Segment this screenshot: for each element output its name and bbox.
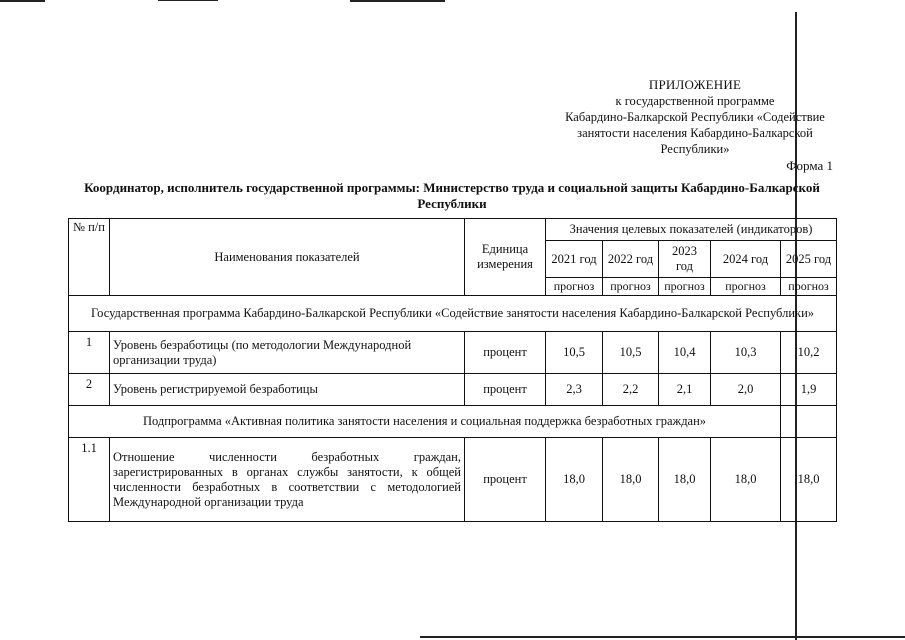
row-value: 18,0 bbox=[711, 438, 781, 522]
appendix-line: занятости населения Кабардино-Балкарской bbox=[577, 126, 813, 140]
header-forecast: прогноз bbox=[659, 278, 711, 296]
row-value: 10,5 bbox=[546, 332, 603, 374]
appendix-line: Кабардино-Балкарской Республики «Содействие bbox=[565, 110, 825, 124]
scan-edge-line-top-center bbox=[350, 0, 445, 2]
row-indicator-name: Уровень регистрируемой безработицы bbox=[110, 374, 465, 406]
header-num: № п/п bbox=[69, 219, 110, 296]
row-value: 10,2 bbox=[781, 332, 837, 374]
header-forecast: прогноз bbox=[603, 278, 659, 296]
header-unit: Единица измерения bbox=[465, 219, 546, 296]
row-number: 2 bbox=[69, 374, 110, 406]
header-forecast: прогноз bbox=[781, 278, 837, 296]
subprogram-title-row: Подпрограмма «Активная политика занятости населения и социальная поддержка безработных граждан» bbox=[69, 406, 781, 438]
row-value: 18,0 bbox=[659, 438, 711, 522]
subprogram-empty-cell bbox=[781, 406, 837, 438]
row-value: 1,9 bbox=[781, 374, 837, 406]
header-year: 2023 год bbox=[659, 241, 711, 278]
row-unit: процент bbox=[465, 332, 546, 374]
scan-edge-line-top bbox=[158, 0, 218, 1]
row-value: 18,0 bbox=[781, 438, 837, 522]
scan-edge-line-top-left bbox=[0, 0, 45, 2]
header-year: 2022 год bbox=[603, 241, 659, 278]
row-value: 18,0 bbox=[546, 438, 603, 522]
header-name: Наименования показателей bbox=[110, 219, 465, 296]
row-number: 1.1 bbox=[69, 438, 110, 522]
row-value: 2,0 bbox=[711, 374, 781, 406]
header-forecast: прогноз bbox=[546, 278, 603, 296]
coordinator-line: Координатор, исполнитель государственной программы: Министерство труда и социальной защиты Кабардино-Балкарской bbox=[84, 180, 820, 195]
coordinator-heading bbox=[68, 180, 836, 212]
row-value: 10,5 bbox=[603, 332, 659, 374]
form-label: Форма 1 bbox=[786, 158, 833, 173]
scan-edge-line-bottom bbox=[420, 636, 905, 638]
appendix-line: к государственной программе bbox=[615, 94, 775, 108]
row-indicator-name: Отношение численности безработных граждан, зарегистрированных в органах службы занятости, к общей численности безработных в соответствии с методологией Международной организации труда bbox=[110, 438, 465, 522]
header-year: 2021 год bbox=[546, 241, 603, 278]
row-value: 2,2 bbox=[603, 374, 659, 406]
header-year: 2024 год bbox=[711, 241, 781, 278]
table-row bbox=[69, 332, 837, 374]
coordinator-line: Республики bbox=[417, 196, 487, 211]
row-value: 2,3 bbox=[546, 374, 603, 406]
header-year: 2025 год bbox=[781, 241, 837, 278]
header-forecast: прогноз bbox=[711, 278, 781, 296]
table-row bbox=[69, 438, 837, 522]
indicators-table bbox=[68, 218, 837, 522]
row-value: 18,0 bbox=[603, 438, 659, 522]
row-value: 10,3 bbox=[711, 332, 781, 374]
row-value: 2,1 bbox=[659, 374, 711, 406]
appendix-line: Республики» bbox=[660, 142, 730, 156]
row-unit: процент bbox=[465, 438, 546, 522]
program-title-row: Государственная программа Кабардино-Балкарской Республики «Содействие занятости населения Кабардино-Балкарской Республики» bbox=[69, 296, 837, 332]
appendix-block bbox=[540, 77, 850, 157]
table-row bbox=[69, 374, 837, 406]
row-value: 10,4 bbox=[659, 332, 711, 374]
row-number: 1 bbox=[69, 332, 110, 374]
row-unit: процент bbox=[465, 374, 546, 406]
row-indicator-name: Уровень безработицы (по методологии Международной организации труда) bbox=[110, 332, 465, 374]
header-values-group: Значения целевых показателей (индикаторов) bbox=[546, 219, 837, 241]
appendix-heading: ПРИЛОЖЕНИЕ bbox=[648, 77, 742, 92]
